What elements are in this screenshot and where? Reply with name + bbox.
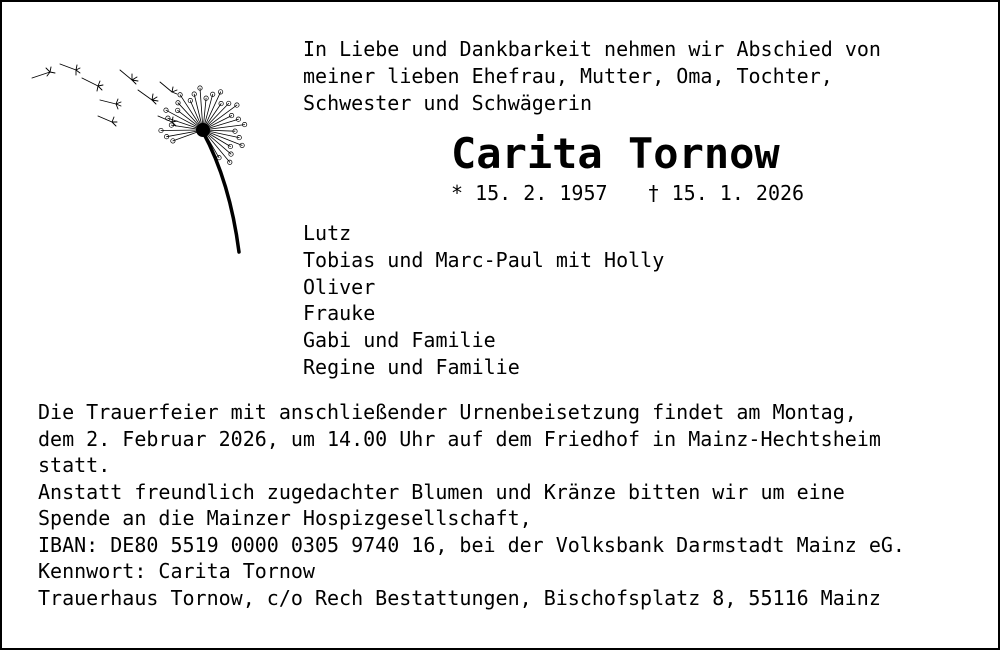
life-dates <box>451 180 804 206</box>
dandelion-icon <box>20 42 260 257</box>
mourners-list <box>303 220 664 381</box>
death-date: † 15. 1. 2026 <box>647 181 805 205</box>
ceremony-line: statt. <box>38 453 111 477</box>
intro-text <box>303 36 881 117</box>
intro-line: Schwester und Schwägerin <box>303 91 592 115</box>
donation-line: Anstatt freundlich zugedachter Blumen und Kränze bitten wir um eine <box>38 479 845 504</box>
mourner: Lutz <box>303 221 352 245</box>
intro-line: In Liebe und Dankbarkeit nehmen wir Abschied von <box>303 37 881 61</box>
ceremony-line: Die Trauerfeier mit anschließender Urnenbeisetzung findet am Montag, <box>38 400 857 424</box>
donation-line: Spende an die Mainzer Hospizgesellschaft, <box>38 506 532 530</box>
mourner: Regine und Familie <box>303 354 520 379</box>
birth-date: * 15. 2. 1957 <box>451 181 608 205</box>
donation-line: Kennwort: Carita Tornow <box>38 559 315 583</box>
ceremony-line: dem 2. Februar 2026, um 14.00 Uhr auf dem Friedhof in Mainz-Hechtsheim <box>38 426 881 451</box>
mourner: Oliver <box>303 274 376 299</box>
intro-line: meiner lieben Ehefrau, Mutter, Oma, Tochter, <box>303 64 833 88</box>
mourner: Tobias und Marc-Paul mit Holly <box>303 247 665 272</box>
donation-line: IBAN: DE80 5519 0000 0305 9740 16, bei der Volksbank Darmstadt Mainz eG. <box>38 532 905 557</box>
funeral-notice <box>38 399 905 611</box>
deceased-name: Carita Tornow <box>451 129 780 178</box>
mourner: Gabi und Familie <box>303 328 496 353</box>
address-line: Trauerhaus Tornow, c/o Rech Bestattungen, Bischofsplatz 8, 55116 Mainz <box>38 585 881 610</box>
mourner: Frauke <box>303 301 376 326</box>
